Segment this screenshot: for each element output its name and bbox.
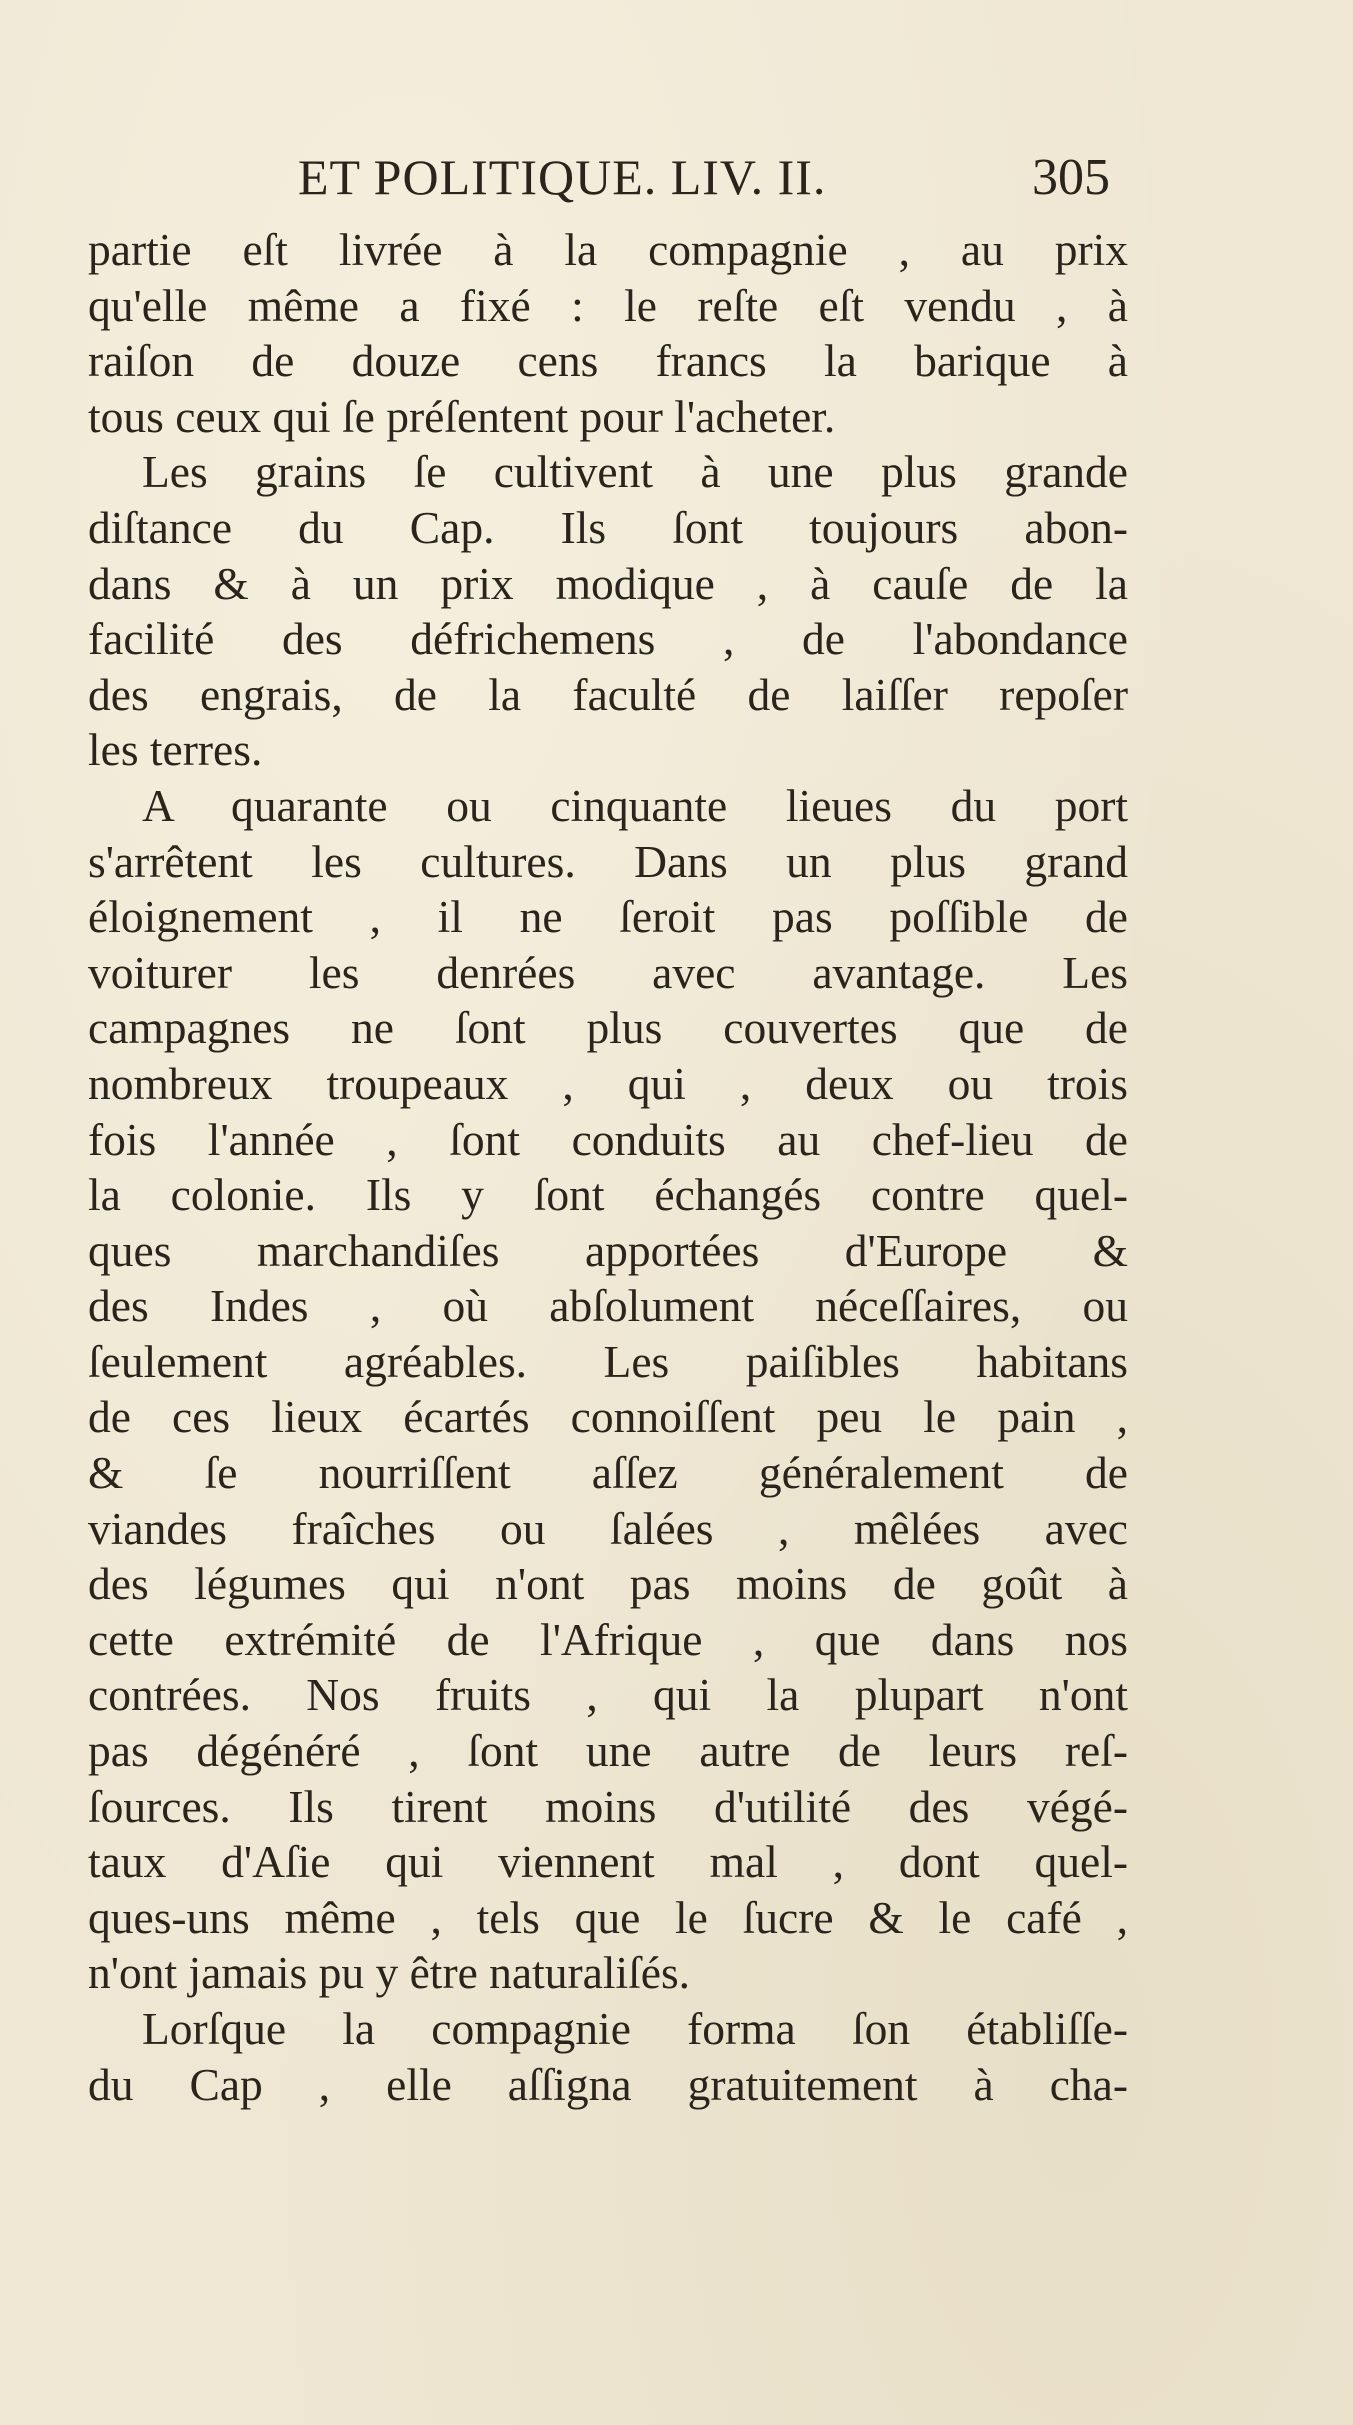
text-line: & ſe nourriſſent aſſez généralement de: [88, 1447, 1128, 1499]
text-line: pas dégénéré , ſont une autre de leurs reſ-: [88, 1725, 1128, 1777]
text-line: des Indes , où abſolument néceſſaires, ou: [88, 1280, 1128, 1332]
text-line: qu'elle même a fixé : le reſte eſt vendu , à: [88, 279, 1128, 331]
text-line: ſeulement agréables. Les paiſibles habitans: [88, 1335, 1128, 1387]
text-line: dans & à un prix modique , à cauſe de la: [88, 557, 1128, 609]
text-line: du Cap , elle aſſigna gratuitement à cha-: [88, 2058, 1128, 2110]
text-line: des engrais, de la faculté de laiſſer repoſer: [88, 668, 1128, 720]
text-line: taux d'Aſie qui viennent mal , dont quel-: [88, 1836, 1128, 1888]
text-line: n'ont jamais pu y être naturaliſés.: [88, 1947, 691, 1999]
running-head: ET POLITIQUE. LIV. II.: [298, 149, 827, 205]
text-line: Lorſque la compagnie forma ſon établiſſe-: [142, 2003, 1128, 2054]
text-line: les terres.: [88, 724, 263, 776]
text-line: des légumes qui n'ont pas moins de goût à: [88, 1558, 1128, 1610]
text-line: voiturer les denrées avec avantage. Les: [88, 946, 1128, 998]
text-line: partie eſt livrée à la compagnie , au prix: [88, 224, 1128, 275]
text-line: cette extrémité de l'Afrique , que dans nos: [88, 1613, 1128, 1665]
text-line: diſtance du Cap. Ils ſont toujours abon-: [88, 501, 1128, 553]
text-line: de ces lieux écartés connoiſſent peu le pain ,: [88, 1391, 1128, 1443]
text-line: A quarante ou cinquante lieues du port: [142, 779, 1128, 831]
page-number: 305: [1032, 149, 1110, 206]
text-line: raiſon de douze cens francs la barique à: [88, 335, 1128, 387]
text-line: éloignement , il ne ſeroit pas poſſible de: [88, 891, 1128, 943]
page-header: [88, 148, 1128, 218]
text-line: contrées. Nos fruits , qui la plupart n'ont: [88, 1669, 1128, 1721]
text-line: campagnes ne ſont plus couvertes que de: [88, 1002, 1128, 1054]
text-line: Les grains ſe cultivent à une plus grande: [142, 446, 1128, 498]
text-line: fois l'année , ſont conduits au chef-lieu de: [88, 1113, 1128, 1165]
text-line: facilité des défrichemens , de l'abondance: [88, 613, 1128, 665]
text-line: la colonie. Ils y ſont échangés contre quel-: [88, 1169, 1128, 1221]
text-line: ques marchandiſes apportées d'Europe &: [88, 1224, 1128, 1276]
text-line: ques-uns même , tels que le ſucre & le café ,: [88, 1891, 1128, 1943]
text-line: viandes fraîches ou ſalées , mêlées avec: [88, 1502, 1128, 1554]
text-line: ſources. Ils tirent moins d'utilité des végé-: [88, 1780, 1128, 1832]
text-line: tous ceux qui ſe préſentent pour l'acheter.: [88, 390, 836, 442]
body-text: [88, 222, 1128, 2112]
text-line: nombreux troupeaux , qui , deux ou trois: [88, 1057, 1128, 1109]
text-line: s'arrêtent les cultures. Dans un plus grand: [88, 835, 1128, 887]
